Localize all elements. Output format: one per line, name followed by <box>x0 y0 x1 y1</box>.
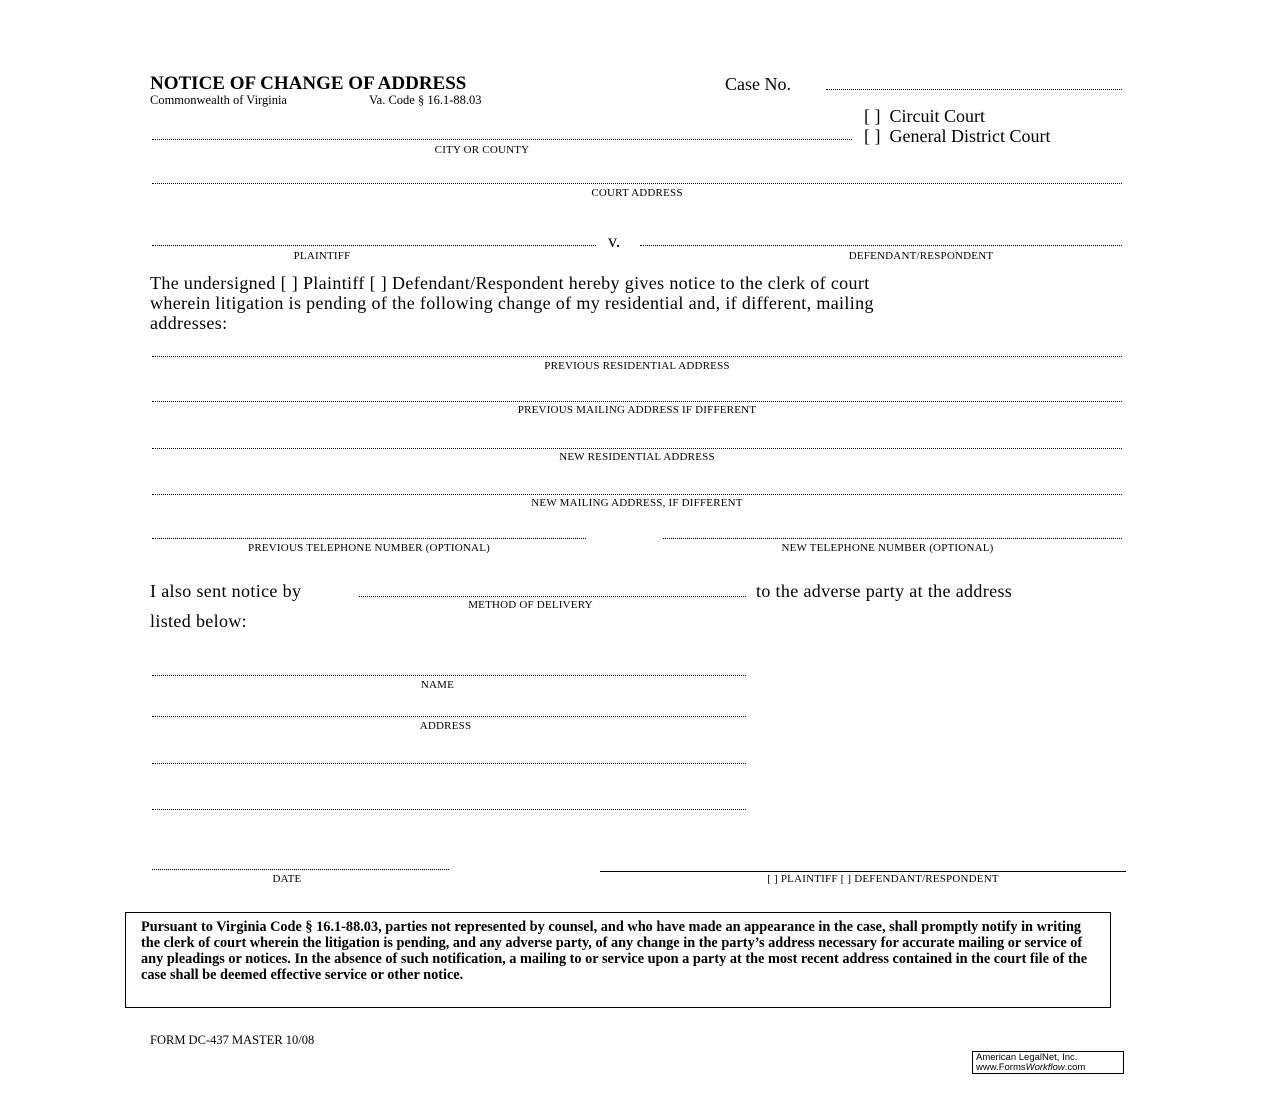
new-telephone-label: NEW TELEPHONE NUMBER (OPTIONAL) <box>781 542 994 554</box>
case-no-label: Case No. <box>725 74 791 94</box>
versus-text: v. <box>608 231 621 251</box>
sent-notice-suffix: to the adverse party at the address <box>756 581 1013 601</box>
previous-residential-address-field[interactable] <box>152 356 1122 357</box>
adverse-party-name-field[interactable] <box>152 675 746 676</box>
previous-mailing-address-field[interactable] <box>152 401 1122 402</box>
date-field[interactable] <box>152 869 449 870</box>
paragraph-line-1: The undersigned [ ] Plaintiff [ ] Defendant/Respondent hereby gives notice to the clerk of court <box>150 273 870 293</box>
sent-notice-line-2: listed below: <box>150 611 248 631</box>
circuit-court-option[interactable] <box>864 106 985 127</box>
general-district-court-option[interactable] <box>864 126 1050 147</box>
court-address-label: COURT ADDRESS <box>591 187 683 199</box>
city-or-county-field[interactable] <box>152 139 852 140</box>
signature-label: [ ] PLAINTIFF [ ] DEFENDANT/RESPONDENT <box>767 873 999 885</box>
plaintiff-label: PLAINTIFF <box>293 250 351 262</box>
form-id: FORM DC-437 MASTER 10/08 <box>150 1033 315 1047</box>
previous-residential-address-label: PREVIOUS RESIDENTIAL ADDRESS <box>544 360 730 372</box>
new-mailing-address-field[interactable] <box>152 494 1122 495</box>
adverse-party-address-line-2[interactable] <box>152 763 746 764</box>
jurisdiction-text: Commonwealth of Virginia <box>150 93 287 107</box>
method-of-delivery-field[interactable] <box>359 596 746 597</box>
logo-italic: Workflow <box>1025 1062 1065 1073</box>
case-no-field[interactable] <box>826 89 1122 90</box>
previous-telephone-label: PREVIOUS TELEPHONE NUMBER (OPTIONAL) <box>248 542 490 554</box>
court-address-field[interactable] <box>152 183 1122 184</box>
paragraph-line-2: wherein litigation is pending of the following change of my residential and, if different, mailing <box>150 293 874 313</box>
logo-prefix: www.Forms <box>976 1062 1026 1073</box>
notice-paragraph <box>150 273 1130 333</box>
defendant-field[interactable] <box>640 245 1122 246</box>
name-label: NAME <box>420 679 455 691</box>
new-residential-address-label: NEW RESIDENTIAL ADDRESS <box>559 451 715 463</box>
checkbox-circuit-court[interactable]: [ ] <box>864 106 881 126</box>
new-telephone-field[interactable] <box>663 538 1122 539</box>
new-mailing-address-label: NEW MAILING ADDRESS, IF DIFFERENT <box>531 497 743 509</box>
circuit-court-label: Circuit Court <box>889 106 985 126</box>
logo-line-2 <box>976 1063 1123 1073</box>
date-label: DATE <box>272 873 302 885</box>
defendant-label: DEFENDANT/RESPONDENT <box>848 250 994 262</box>
paragraph-line-3: addresses: <box>150 313 228 333</box>
new-residential-address-field[interactable] <box>152 448 1122 449</box>
signature-line[interactable] <box>600 871 1126 872</box>
legal-notice-box <box>125 912 1111 1008</box>
adverse-party-address-field[interactable] <box>152 716 746 717</box>
city-or-county-label: CITY OR COUNTY <box>434 144 530 156</box>
plaintiff-field[interactable] <box>152 245 596 246</box>
method-of-delivery-label: METHOD OF DELIVERY <box>468 599 593 611</box>
form-title: NOTICE OF CHANGE OF ADDRESS <box>150 73 467 94</box>
previous-mailing-address-label: PREVIOUS MAILING ADDRESS IF DIFFERENT <box>517 404 757 416</box>
general-district-court-label: General District Court <box>889 126 1051 146</box>
logo-line-1: American LegalNet, Inc. <box>976 1052 1078 1063</box>
sent-notice-prefix: I also sent notice by <box>150 581 302 601</box>
publisher-logo <box>972 1051 1124 1074</box>
previous-telephone-field[interactable] <box>152 538 586 539</box>
legal-notice-text: Pursuant to Virginia Code § 16.1-88.03, parties not represented by counsel, and who have made an appearance in the case, shall promptly notify in writing the clerk of court wherein the litigation is pending, and any adverse party, of any change in the party’s address necessary for accurate mailing or service of any pleadings or notices. In the absence of such notification, a mailing to or service upon a party at the most recent address contained in the court file of the case shall be deemed effective service or other notice. <box>141 919 1088 983</box>
checkbox-general-district-court[interactable]: [ ] <box>864 126 881 146</box>
address-label: ADDRESS <box>419 720 472 732</box>
code-reference: Va. Code § 16.1-88.03 <box>369 93 482 107</box>
logo-suffix: .com <box>1064 1062 1086 1073</box>
adverse-party-address-line-3[interactable] <box>152 809 746 810</box>
